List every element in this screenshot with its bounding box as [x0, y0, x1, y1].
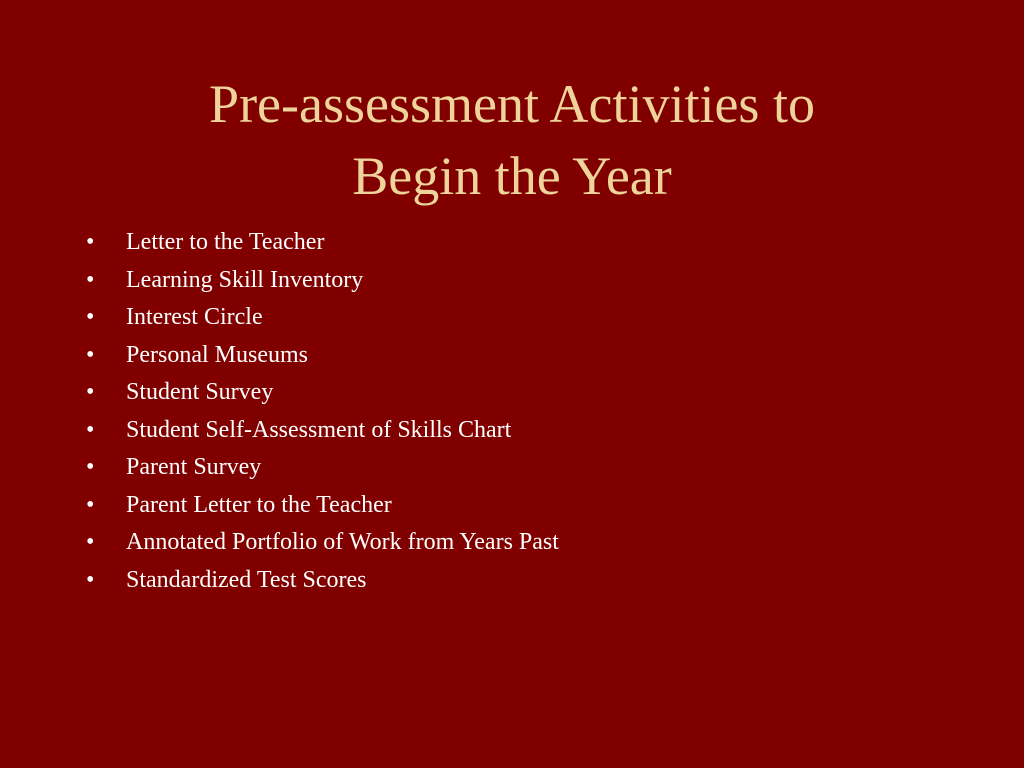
bullet-icon: •	[86, 529, 95, 555]
bullet-icon: •	[86, 304, 95, 330]
list-item	[86, 449, 559, 487]
list-item-text: Personal Museums	[126, 341, 308, 368]
list-item	[86, 524, 559, 562]
list-item	[86, 412, 559, 450]
list-item-text: Parent Survey	[126, 454, 262, 480]
list-item	[86, 224, 559, 262]
bullet-icon: •	[86, 416, 95, 443]
list-item-text: Standardized Test Scores	[126, 566, 367, 593]
slide-title	[0, 68, 1024, 212]
bullet-icon: •	[86, 379, 95, 405]
bullet-icon: •	[86, 229, 95, 255]
list-item-text: Parent Letter to the Teacher	[126, 491, 392, 518]
bullet-list	[86, 224, 559, 599]
list-item-text: Annotated Portfolio of Work from Years Past	[126, 529, 559, 555]
list-item	[86, 299, 559, 337]
list-item-text: Student Survey	[126, 379, 274, 405]
list-item	[86, 562, 559, 600]
list-item-text: Interest Circle	[126, 304, 263, 330]
slide-title-line-1: Pre-assessment Activities to	[209, 74, 815, 134]
bullet-icon: •	[86, 266, 95, 293]
list-item	[86, 337, 559, 375]
slide-title-line-2: Begin the Year	[352, 146, 672, 206]
list-item-text: Student Self-Assessment of Skills Chart	[126, 416, 512, 443]
list-item-text: Learning Skill Inventory	[126, 266, 364, 293]
list-item-text: Letter to the Teacher	[126, 229, 325, 255]
list-item	[86, 374, 559, 412]
list-item	[86, 262, 559, 300]
bullet-icon: •	[86, 566, 95, 593]
bullet-icon: •	[86, 454, 95, 480]
list-item	[86, 487, 559, 525]
bullet-icon: •	[86, 341, 95, 368]
bullet-icon: •	[86, 491, 95, 518]
